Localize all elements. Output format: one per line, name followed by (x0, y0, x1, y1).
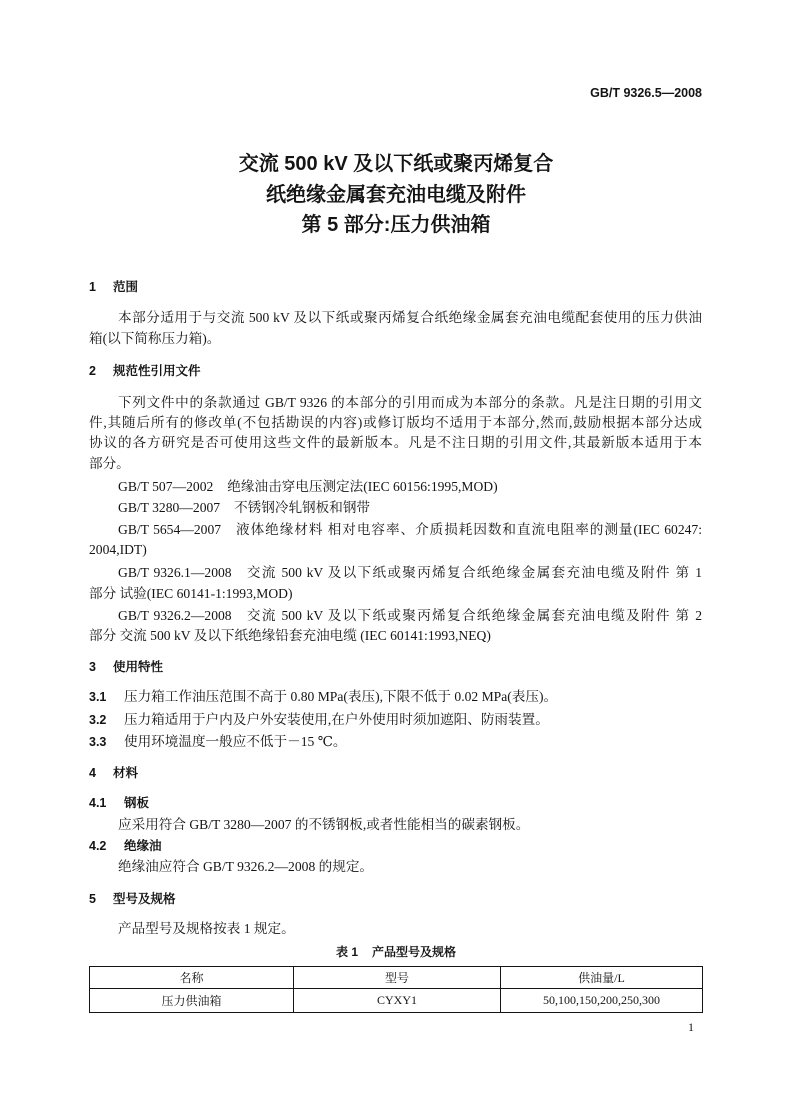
reference-code: GB/T 9326.1—2008 (118, 565, 232, 580)
paragraph-line: 件,其随后所有的修改单(不包括勘误的内容)或修订版均不适用于本部分,然而,鼓励根据本部分达成 (89, 415, 702, 430)
section-title: 规范性引用文件 (113, 364, 201, 378)
table-header-cell: 供油量/L (501, 967, 703, 989)
clause-number: 4.1 (89, 796, 107, 810)
section-heading-service-characteristics (89, 658, 702, 676)
standard-number: GB/T 9326.5—2008 (590, 86, 702, 100)
paragraph-line: 本部分适用于与交流 500 kV 及以下纸或聚丙烯复合纸绝缘金属套充油电缆配套使用的压力供油 (118, 310, 702, 325)
paragraph-line: 箱(以下简称压力箱)。 (89, 331, 221, 346)
paragraph-line: 产品型号及规格按表 1 规定。 (118, 921, 295, 936)
reference-title-continuation: 部分 试验(IEC 60141-1:1993,MOD) (89, 586, 293, 601)
reference-code: GB/T 3280—2007 (118, 500, 221, 515)
clause-title: 绝缘油 (124, 839, 162, 853)
title-line-2: 纸绝缘金属套充油电缆及附件 (266, 184, 526, 206)
section-heading-normative-references (89, 362, 702, 380)
reference-title: 交流 500 kV 及以下纸或聚丙烯复合纸绝缘金属套充油电缆及附件 第 2 (245, 608, 702, 623)
clause-text: 使用环境温度一般应不低于－15 ℃。 (124, 734, 347, 749)
paragraph-line: 下列文件中的条款通过 GB/T 9326 的本部分的引用而成为本部分的条款。凡是注日期的引用文 (118, 395, 702, 410)
clause-3-1 (89, 687, 702, 707)
reference-item (118, 477, 702, 497)
reference-code: GB/T 507—2002 (118, 479, 214, 494)
table-cell: 压力供油箱 (90, 989, 294, 1013)
table-cell: CYXY1 (294, 989, 501, 1013)
reference-title: 交流 500 kV 及以下纸或聚丙烯复合纸绝缘金属套充油电缆及附件 第 1 (245, 565, 702, 580)
reference-item (118, 520, 702, 540)
section-number: 4 (89, 766, 96, 780)
clause-number: 4.2 (89, 839, 107, 853)
section-title: 型号及规格 (113, 892, 176, 906)
section-heading-type-and-specification (89, 890, 702, 908)
reference-item (118, 606, 702, 626)
clause-3-2 (89, 710, 702, 730)
section-title: 使用特性 (113, 660, 164, 674)
clause-title: 钢板 (124, 796, 150, 810)
table-caption (0, 943, 792, 961)
clause-number: 3.2 (89, 713, 107, 727)
clause-3-3 (89, 732, 702, 752)
table-cell: 50,100,150,200,250,300 (501, 989, 703, 1013)
reference-title: 液体绝缘材料 相对电容率、介质损耗因数和直流电阻率的测量(IEC 60247: (235, 522, 702, 537)
subclause-heading-insulating-oil (89, 837, 702, 855)
reference-title: 绝缘油击穿电压测定法(IEC 60156:1995,MOD) (227, 479, 498, 494)
table-row (90, 989, 703, 1013)
clause-text: 绝缘油应符合 GB/T 9326.2—2008 的规定。 (118, 859, 374, 874)
paragraph-line: 协议的各方研究是否可使用这些文件的最新版本。凡是不注日期的引用文件,其最新版本适用于本 (89, 435, 702, 450)
section-number: 3 (89, 660, 96, 674)
reference-title-continuation: 2004,IDT) (89, 542, 147, 557)
table-header-row (90, 967, 703, 989)
reference-title-continuation: 部分 交流 500 kV 及以下纸绝缘铅套充油电缆 (IEC 60141:1993,NEQ) (89, 628, 491, 643)
table-header-cell: 型号 (294, 967, 501, 989)
reference-title: 不锈钢冷轧钢板和钢带 (234, 500, 371, 515)
section-number: 5 (89, 892, 96, 906)
table-header-cell: 名称 (90, 967, 294, 989)
subclause-heading-steel-plate (89, 794, 702, 812)
section-heading-scope (89, 278, 702, 296)
section-number: 2 (89, 364, 96, 378)
title-line-3: 第 5 部分:压力供油箱 (301, 214, 491, 236)
reference-item (118, 563, 702, 583)
clause-number: 3.3 (89, 735, 107, 749)
clause-text: 压力箱适用于户内及户外安装使用,在户外使用时须加遮阳、防雨装置。 (124, 712, 549, 727)
table-caption-title: 产品型号及规格 (372, 945, 457, 959)
section-number: 1 (89, 280, 96, 294)
section-title: 材料 (113, 766, 139, 780)
clause-text: 压力箱工作油压范围不高于 0.80 MPa(表压),下限不低于 0.02 MPa(表压)。 (124, 689, 558, 704)
reference-item (118, 498, 702, 518)
reference-code: GB/T 9326.2—2008 (118, 608, 232, 623)
clause-number: 3.1 (89, 690, 107, 704)
paragraph-line: 部分。 (89, 456, 130, 471)
page-number: 1 (688, 1020, 694, 1034)
clause-text: 应采用符合 GB/T 3280—2007 的不锈钢板,或者性能相当的碳素钢板。 (118, 817, 530, 832)
section-heading-materials (89, 764, 702, 782)
table-caption-number: 表 1 (335, 945, 358, 959)
title-line-1: 交流 500 kV 及以下纸或聚丙烯复合 (238, 153, 554, 175)
spec-table (89, 966, 703, 1013)
section-title: 范围 (113, 280, 139, 294)
reference-code: GB/T 5654—2007 (118, 522, 222, 537)
